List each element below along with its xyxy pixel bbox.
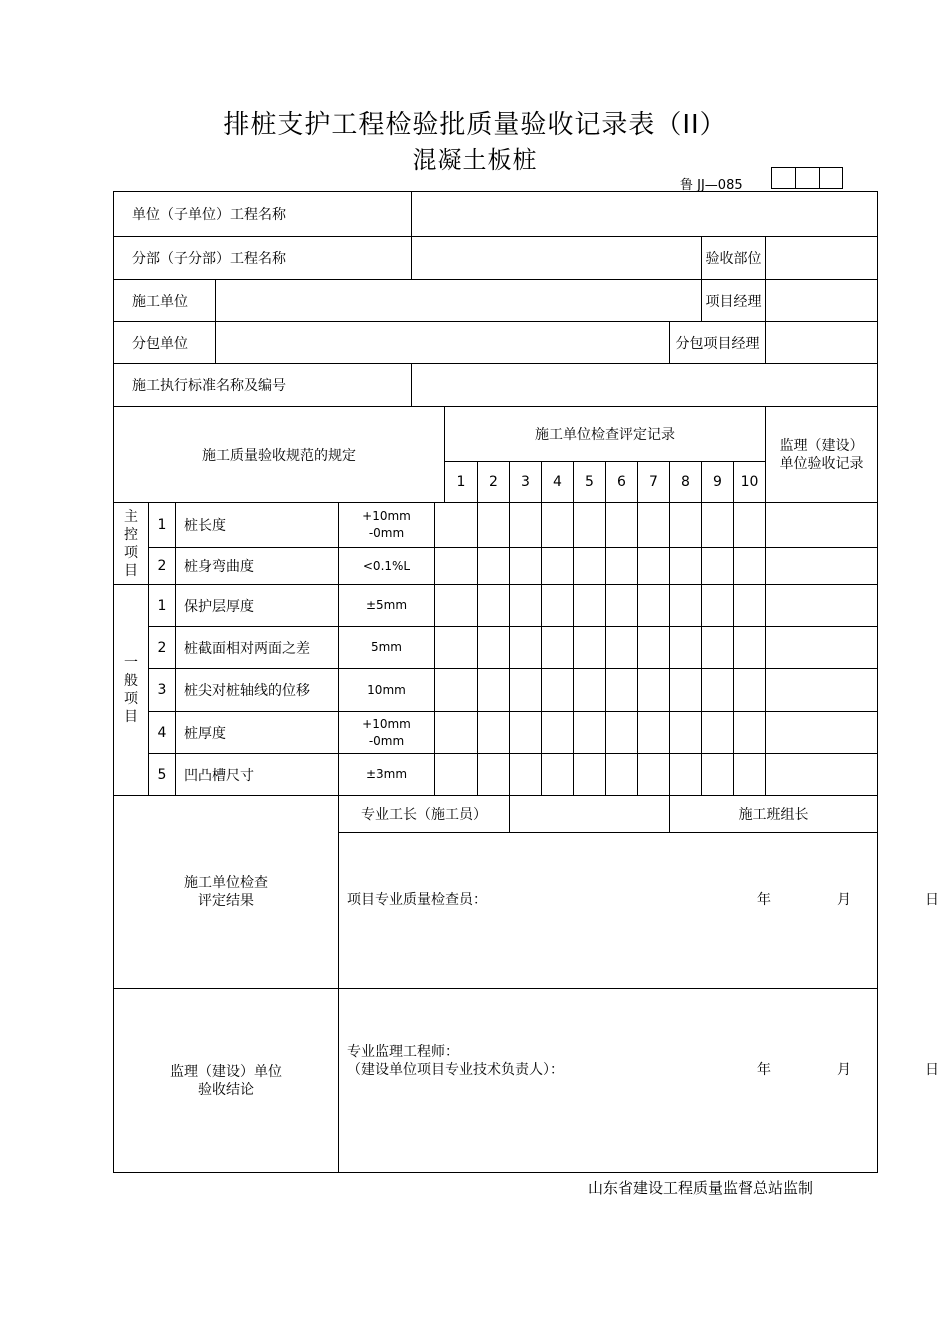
item-no: 3 <box>149 669 176 712</box>
item-name: 保护层厚度 <box>176 585 339 627</box>
column-number: 2 <box>478 462 510 503</box>
supervision-result-area[interactable] <box>339 989 939 1173</box>
label-char: 项 <box>124 691 138 707</box>
label-char: 一 <box>124 655 138 671</box>
item-spec: <0.1%L <box>339 548 435 585</box>
spec-header: 施工质量验收规范的规定 <box>114 407 445 503</box>
check-cell[interactable] <box>542 503 574 548</box>
form-code: 鲁 JJ—085 <box>680 178 743 193</box>
check-cell[interactable] <box>734 669 766 712</box>
check-cell[interactable] <box>510 669 542 712</box>
acceptance-table <box>113 191 939 1173</box>
supervision-cell[interactable] <box>766 627 878 669</box>
column-number: 7 <box>638 462 670 503</box>
sub-manager-label: 分包项目经理 <box>670 322 766 364</box>
project-name-label: 单位（子单位）工程名称 <box>114 192 412 237</box>
project-name-field[interactable] <box>412 192 878 237</box>
day-label: 日 <box>925 1061 939 1078</box>
item-no: 4 <box>149 712 176 754</box>
check-cell[interactable] <box>638 585 670 627</box>
form-number-boxes[interactable] <box>771 167 843 189</box>
form-subtitle: 混凝土板桩 <box>412 146 538 174</box>
label-char: 项 <box>124 544 138 561</box>
month-label: 月 <box>837 891 851 908</box>
check-cell[interactable] <box>606 754 638 796</box>
column-number: 8 <box>670 462 702 503</box>
item-name: 凹凸槽尺寸 <box>176 754 339 796</box>
check-cell[interactable] <box>638 548 670 585</box>
year-label: 年 <box>757 1061 771 1078</box>
contractor-result-label <box>114 796 339 989</box>
item-no: 5 <box>149 754 176 796</box>
item-no: 2 <box>149 548 176 585</box>
spec-line: -0mm <box>368 526 405 540</box>
label-char: 目 <box>124 709 138 725</box>
column-number: 6 <box>606 462 638 503</box>
check-cell[interactable] <box>574 503 606 548</box>
check-cell[interactable] <box>435 585 478 627</box>
sub-manager-field[interactable] <box>766 322 878 364</box>
check-cell[interactable] <box>638 503 670 548</box>
check-cell[interactable] <box>574 712 606 754</box>
check-cell[interactable] <box>435 627 478 669</box>
day-label: 日 <box>925 891 939 908</box>
acceptance-part-label: 验收部位 <box>702 237 766 280</box>
team-leader-label: 施工班组长 <box>670 796 878 833</box>
check-cell[interactable] <box>670 754 702 796</box>
spec-line: +10mm <box>362 509 411 523</box>
check-cell[interactable] <box>510 754 542 796</box>
check-cell[interactable] <box>478 754 510 796</box>
check-cell[interactable] <box>478 712 510 754</box>
check-cell[interactable] <box>734 585 766 627</box>
item-spec: ±5mm <box>339 585 435 627</box>
foreman-label: 专业工长（施工员） <box>339 796 510 833</box>
foreman-field[interactable] <box>510 796 670 833</box>
check-cell[interactable] <box>638 627 670 669</box>
check-cell[interactable] <box>702 712 734 754</box>
check-cell[interactable] <box>670 548 702 585</box>
year-label: 年 <box>757 891 771 908</box>
spec-line: +10mm <box>362 716 411 731</box>
column-number: 4 <box>542 462 574 503</box>
check-cell[interactable] <box>510 627 542 669</box>
check-cell[interactable] <box>734 548 766 585</box>
check-cell[interactable] <box>606 627 638 669</box>
supervision-cell[interactable] <box>766 712 878 754</box>
check-cell[interactable] <box>702 585 734 627</box>
check-cell[interactable] <box>435 548 478 585</box>
check-cell[interactable] <box>542 548 574 585</box>
check-cell[interactable] <box>606 669 638 712</box>
check-cell[interactable] <box>478 548 510 585</box>
subcontractor-field[interactable] <box>216 322 670 364</box>
acceptance-part-field[interactable] <box>766 237 878 280</box>
label-line: 施工单位检查 <box>184 875 268 891</box>
check-cell[interactable] <box>734 627 766 669</box>
check-cell[interactable] <box>606 548 638 585</box>
check-cell[interactable] <box>574 585 606 627</box>
item-no: 1 <box>149 585 176 627</box>
item-name: 桩截面相对两面之差 <box>176 627 339 669</box>
check-cell[interactable] <box>702 669 734 712</box>
check-cell[interactable] <box>478 669 510 712</box>
main-control-label <box>114 503 149 585</box>
spec-line: -0mm <box>368 733 405 748</box>
check-cell[interactable] <box>542 669 574 712</box>
check-cell[interactable] <box>574 627 606 669</box>
check-record-header: 施工单位检查评定记录 <box>445 407 766 462</box>
form-title: 排桩支护工程检验批质量验收记录表（II） <box>223 110 727 140</box>
supervision-header-line1: 监理（建设） <box>779 437 864 454</box>
item-name: 桩长度 <box>176 503 339 548</box>
check-cell[interactable] <box>510 503 542 548</box>
supervision-cell[interactable] <box>766 669 878 712</box>
check-cell[interactable] <box>638 669 670 712</box>
label-char: 控 <box>124 526 138 543</box>
check-cell[interactable] <box>638 754 670 796</box>
item-spec <box>339 503 435 548</box>
item-name: 桩尖对桩轴线的位移 <box>176 669 339 712</box>
item-spec: 10mm <box>339 669 435 712</box>
supervision-cell[interactable] <box>766 754 878 796</box>
item-spec: ±3mm <box>339 754 435 796</box>
item-no: 1 <box>149 503 176 548</box>
project-manager-field[interactable] <box>766 280 878 322</box>
supervision-cell[interactable] <box>766 503 878 548</box>
check-cell[interactable] <box>478 585 510 627</box>
contractor-result-area[interactable] <box>339 833 939 989</box>
check-cell[interactable] <box>606 503 638 548</box>
owner-label: （建设单位项目专业技术负责人）： <box>347 1061 564 1078</box>
check-cell[interactable] <box>734 754 766 796</box>
check-cell[interactable] <box>606 712 638 754</box>
label-line: 监理（建设）单位 <box>170 1063 282 1080</box>
check-cell[interactable] <box>670 627 702 669</box>
engineer-label: 专业监理工程师： <box>347 1043 459 1060</box>
subcontractor-label: 分包单位 <box>114 322 216 364</box>
label-char: 主 <box>124 508 138 525</box>
check-cell[interactable] <box>510 585 542 627</box>
check-cell[interactable] <box>702 503 734 548</box>
column-number: 5 <box>574 462 606 503</box>
label-line: 评定结果 <box>198 893 254 909</box>
general-items-label <box>114 585 149 796</box>
check-cell[interactable] <box>670 503 702 548</box>
label-line: 验收结论 <box>198 1081 254 1098</box>
check-cell[interactable] <box>670 669 702 712</box>
check-cell[interactable] <box>702 754 734 796</box>
check-cell[interactable] <box>510 712 542 754</box>
check-cell[interactable] <box>734 503 766 548</box>
item-name: 桩厚度 <box>176 712 339 754</box>
check-cell[interactable] <box>574 669 606 712</box>
inspector-label: 项目专业质量检查员： <box>347 891 487 908</box>
check-cell[interactable] <box>435 754 478 796</box>
item-no: 2 <box>149 627 176 669</box>
check-cell[interactable] <box>542 754 574 796</box>
contractor-field[interactable] <box>216 280 702 322</box>
supervision-cell[interactable] <box>766 585 878 627</box>
supervision-header-line2: 单位验收记录 <box>779 455 864 472</box>
check-cell[interactable] <box>734 712 766 754</box>
check-cell[interactable] <box>435 669 478 712</box>
check-cell[interactable] <box>574 754 606 796</box>
subproject-label: 分部（子分部）工程名称 <box>114 237 412 280</box>
check-cell[interactable] <box>478 627 510 669</box>
subproject-field[interactable] <box>412 237 702 280</box>
supervision-result-label <box>114 989 339 1173</box>
contractor-label: 施工单位 <box>114 280 216 322</box>
check-cell[interactable] <box>435 503 478 548</box>
column-number: 9 <box>702 462 734 503</box>
check-cell[interactable] <box>606 585 638 627</box>
check-cell[interactable] <box>542 585 574 627</box>
project-manager-label: 项目经理 <box>702 280 766 322</box>
label-char: 般 <box>124 673 138 689</box>
check-cell[interactable] <box>542 712 574 754</box>
supervision-header <box>766 407 878 503</box>
item-spec: 5mm <box>339 627 435 669</box>
check-cell[interactable] <box>542 627 574 669</box>
supervision-cell[interactable] <box>766 548 878 585</box>
label-char: 目 <box>124 562 138 579</box>
column-number: 1 <box>445 462 478 503</box>
check-cell[interactable] <box>574 548 606 585</box>
standard-label: 施工执行标准名称及编号 <box>114 364 412 407</box>
check-cell[interactable] <box>478 503 510 548</box>
item-spec <box>339 712 435 754</box>
check-cell[interactable] <box>435 712 478 754</box>
check-cell[interactable] <box>510 548 542 585</box>
check-cell[interactable] <box>702 627 734 669</box>
column-number: 10 <box>734 462 766 503</box>
check-cell[interactable] <box>670 712 702 754</box>
item-name: 桩身弯曲度 <box>176 548 339 585</box>
footer-issuer: 山东省建设工程质量监督总站监制 <box>588 1179 814 1197</box>
check-cell[interactable] <box>670 585 702 627</box>
check-cell[interactable] <box>638 712 670 754</box>
column-number: 3 <box>510 462 542 503</box>
standard-field[interactable] <box>412 364 878 407</box>
check-cell[interactable] <box>702 548 734 585</box>
month-label: 月 <box>837 1061 851 1078</box>
